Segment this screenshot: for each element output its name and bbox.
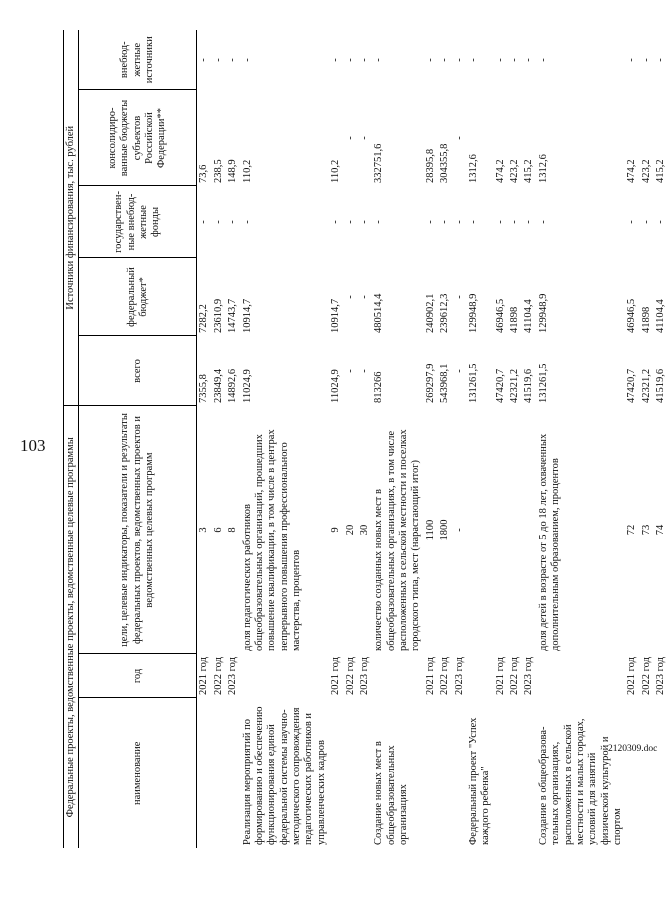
cell-extra: -: [344, 58, 356, 62]
cell-federal: 14743,7: [227, 298, 239, 333]
cell-regional: -: [344, 136, 356, 140]
cell-regional: -: [358, 136, 370, 140]
cell-total: 41519,6: [523, 368, 535, 403]
cell-state-funds: -: [241, 220, 253, 224]
cell-year: 2022 год: [640, 657, 652, 695]
cell-state-funds: -: [330, 220, 342, 224]
cell-goal: 6: [212, 527, 224, 533]
cell-federal: 240902,1: [424, 293, 436, 333]
cell-federal: -: [358, 295, 370, 299]
cell-extra: -: [626, 58, 638, 62]
cell-state-funds: -: [424, 220, 436, 224]
cell-name: [344, 698, 358, 848]
cell-regional: 238,5: [212, 159, 224, 183]
cell-name: Федеральный проект "Успех каждого ребенка": [467, 717, 492, 845]
cell-goal: доля детей в возрасте от 5 до 18 лет, охваченных дополнительным образованием, процентов: [537, 433, 562, 651]
cell-year: 2021 год: [330, 657, 342, 695]
cell-goal: 8: [227, 527, 239, 533]
page-number: 103: [20, 436, 46, 455]
cell-regional: 148,9: [227, 159, 239, 183]
cell-federal: 41104,4: [655, 299, 667, 333]
header-extra: внебюд-жетные источники: [79, 30, 197, 90]
header-state-funds: государствен-ные внебюд-жетные фонды: [79, 186, 197, 258]
cell-regional: 423,2: [509, 159, 520, 183]
cell-total: -: [453, 369, 465, 373]
header-federal: федеральный бюджет*: [79, 258, 197, 336]
cell-regional: 110,2: [241, 159, 253, 183]
cell-name: Создание новых мест в общеобразовательных организациях: [373, 741, 409, 845]
cell-total: 14892,6: [227, 368, 239, 403]
cell-total: 131261,5: [467, 363, 479, 403]
cell-federal: -: [344, 295, 356, 299]
table-row: [372, 30, 424, 848]
header-regional: консолидиро-ванные бюджеты субъектов Российской Федерации**: [79, 90, 197, 186]
cell-regional: 332751,6: [373, 143, 385, 183]
cell-year: [241, 654, 330, 698]
cell-year: 2022 год: [212, 657, 224, 695]
cell-state-funds: -: [655, 220, 667, 224]
cell-regional: -: [453, 136, 465, 140]
cell-goal: количество созданных новых мест в общеобразовательных организациях, в том числе расположенных в сельской местности и поселках городского типа, мест (нарастающий итог): [373, 429, 422, 651]
cell-year: [537, 654, 626, 698]
cell-state-funds: -: [198, 220, 210, 224]
cell-goal: 72: [626, 524, 638, 536]
cell-total: -: [344, 369, 356, 373]
cell-goal: -: [453, 528, 465, 532]
cell-total: 42321,2: [640, 368, 652, 403]
table-row: [329, 30, 343, 848]
cell-state-funds: -: [212, 220, 224, 224]
cell-year: 2023 год: [227, 657, 239, 695]
cell-federal: 10914,7: [241, 298, 253, 333]
cell-total: 131261,5: [537, 363, 549, 403]
cell-state-funds: -: [537, 220, 549, 224]
cell-year: 2023 год: [453, 657, 465, 695]
cell-total: 41519,6: [655, 368, 667, 403]
cell-name: [424, 698, 438, 848]
cell-year: 2021 год: [626, 657, 638, 695]
cell-goal: [508, 406, 522, 654]
cell-year: 2021 год: [494, 657, 506, 695]
cell-goal: 1100: [424, 519, 436, 541]
cell-state-funds: -: [373, 220, 385, 224]
cell-total: 7355,8: [198, 374, 210, 403]
table-row: [640, 30, 654, 848]
cell-regional: 474,2: [626, 159, 638, 183]
cell-goal: доля педагогических работников общеобразовательных организаций, прошедших повышение квалификации, в том числе в центрах непрерывного повышения профессионального мастерства, процентов: [241, 429, 302, 651]
cell-total: 42321,2: [509, 368, 520, 403]
cell-name: [654, 698, 668, 848]
cell-total: 813266: [373, 371, 385, 403]
cell-name: [438, 698, 452, 848]
table-row: [654, 30, 668, 848]
cell-year: 2022 год: [344, 657, 356, 695]
cell-extra: -: [373, 58, 385, 62]
cell-total: 23849,4: [212, 368, 224, 403]
cell-total: 11024,9: [330, 369, 342, 403]
cell-total: -: [358, 369, 370, 373]
header-year: год: [79, 654, 197, 698]
cell-name: [640, 698, 654, 848]
finance-table: [63, 30, 669, 848]
cell-extra: -: [509, 58, 520, 62]
cell-extra: -: [494, 58, 506, 62]
cell-state-funds: -: [358, 220, 370, 224]
cell-total: 11024,9: [241, 369, 253, 403]
table-row: [197, 30, 212, 848]
table-row: [508, 30, 522, 848]
cell-federal: 41104,4: [523, 299, 535, 333]
cell-goal: [522, 406, 536, 654]
cell-state-funds: -: [467, 220, 479, 224]
cell-regional: 110,2: [330, 159, 342, 183]
table-row: [537, 30, 626, 848]
cell-total: 47420,7: [626, 368, 638, 403]
cell-name: [329, 698, 343, 848]
cell-extra: -: [467, 58, 479, 62]
cell-regional: 415,2: [655, 159, 667, 183]
header-goals: цели, целевые индикаторы, показатели и результаты федеральных проектов, ведомственных проектов и ведомственных целевых программ: [79, 406, 197, 654]
cell-goal: 20: [344, 524, 356, 536]
table-row: [344, 30, 358, 848]
cell-extra: -: [212, 58, 224, 62]
cell-extra: -: [424, 58, 436, 62]
cell-federal: 46946,5: [626, 298, 638, 333]
cell-state-funds: -: [640, 220, 652, 224]
cell-extra: -: [439, 58, 451, 62]
cell-name: [226, 698, 240, 848]
cell-state-funds: -: [439, 220, 451, 224]
cell-extra: -: [655, 58, 667, 62]
cell-federal: 480514,4: [373, 293, 385, 333]
cell-total: 543968,1: [439, 363, 451, 403]
table-row: [424, 30, 438, 848]
cell-extra: -: [330, 58, 342, 62]
cell-extra: -: [453, 58, 465, 62]
cell-extra: -: [358, 58, 370, 62]
cell-goal: [467, 406, 494, 654]
cell-federal: 239612,3: [439, 293, 451, 333]
cell-total: 47420,7: [494, 368, 506, 403]
cell-year: 2023 год: [523, 657, 535, 695]
table-row: [241, 30, 330, 848]
cell-extra: -: [227, 58, 239, 62]
cell-regional: 1312,6: [467, 154, 479, 183]
cell-federal: 23610,9: [212, 298, 224, 333]
table-row: [453, 30, 467, 848]
cell-extra: -: [640, 58, 652, 62]
cell-goal: 30: [358, 524, 370, 536]
cell-year: [467, 654, 494, 698]
cell-extra: -: [198, 58, 210, 62]
cell-regional: 474,2: [494, 159, 506, 183]
cell-year: 2023 год: [655, 657, 667, 695]
cell-name: Создание в общеобразова-тельных организациях, расположенных в сельской местности и малых городах, условий для занятий физической культурой и спортом: [537, 718, 623, 845]
cell-federal: 7282,2: [198, 304, 210, 333]
table-row: [226, 30, 240, 848]
cell-total: 269297,9: [424, 363, 436, 403]
header-total: всего: [79, 336, 197, 406]
table-row: [358, 30, 372, 848]
footer-file-name: 2120309.doc: [608, 744, 658, 754]
cell-goal: 9: [330, 527, 342, 533]
table-row: [522, 30, 536, 848]
cell-federal: 41898: [509, 306, 520, 333]
cell-year: 2021 год: [424, 657, 436, 695]
table-row: [625, 30, 639, 848]
cell-extra: -: [537, 58, 549, 62]
cell-regional: 28395,8: [424, 148, 436, 183]
header-name: наименование: [79, 698, 197, 848]
cell-federal: 46946,5: [494, 298, 506, 333]
cell-goal: 73: [640, 524, 652, 536]
cell-regional: 423,2: [640, 159, 652, 183]
cell-goal: 3: [198, 527, 210, 533]
cell-name: [522, 698, 536, 848]
cell-federal: 41898: [640, 306, 652, 333]
cell-year: [372, 654, 424, 698]
cell-goal: [494, 406, 508, 654]
cell-state-funds: -: [344, 220, 356, 224]
cell-state-funds: -: [227, 220, 239, 224]
table-row: [212, 30, 226, 848]
cell-year: 2023 год: [358, 657, 370, 695]
cell-name: [625, 698, 639, 848]
table-body: [197, 30, 669, 848]
header-group-title: Федеральные проекты, ведомственные проекты, ведомственные целевые программы: [64, 406, 79, 848]
cell-regional: 415,2: [523, 159, 535, 183]
cell-federal: 129948,9: [467, 293, 479, 333]
cell-goal: 74: [655, 524, 667, 536]
cell-extra: -: [241, 58, 253, 62]
cell-state-funds: -: [626, 220, 638, 224]
table-row: [494, 30, 508, 848]
cell-name: [197, 698, 212, 848]
header-finance-title: Источники финансирования, тыс. рублей: [64, 30, 79, 406]
cell-year: 2021 год: [198, 657, 210, 695]
cell-name: [494, 698, 508, 848]
cell-goal: 1800: [439, 519, 451, 541]
table-row: [467, 30, 494, 848]
cell-regional: 1312,6: [537, 154, 549, 183]
cell-year: 2022 год: [509, 657, 520, 695]
cell-state-funds: -: [494, 220, 506, 224]
cell-federal: -: [453, 295, 465, 299]
cell-state-funds: -: [453, 220, 465, 224]
cell-federal: 129948,9: [537, 293, 549, 333]
cell-name: [358, 698, 372, 848]
cell-regional: 73,6: [198, 164, 210, 183]
cell-name: [453, 698, 467, 848]
cell-name: Реализация мероприятий по формированию и обеспечению функционирования единой федеральной системы научно-методического сопровождения педагогических работников и управленческих кадров: [241, 706, 327, 845]
cell-extra: -: [523, 58, 535, 62]
cell-name: [212, 698, 226, 848]
cell-federal: 10914,7: [330, 298, 342, 333]
cell-regional: 304355,8: [439, 143, 451, 183]
table-row: [438, 30, 452, 848]
cell-state-funds: -: [509, 220, 520, 224]
cell-name: [508, 698, 522, 848]
cell-year: 2022 год: [439, 657, 451, 695]
cell-state-funds: -: [523, 220, 535, 224]
